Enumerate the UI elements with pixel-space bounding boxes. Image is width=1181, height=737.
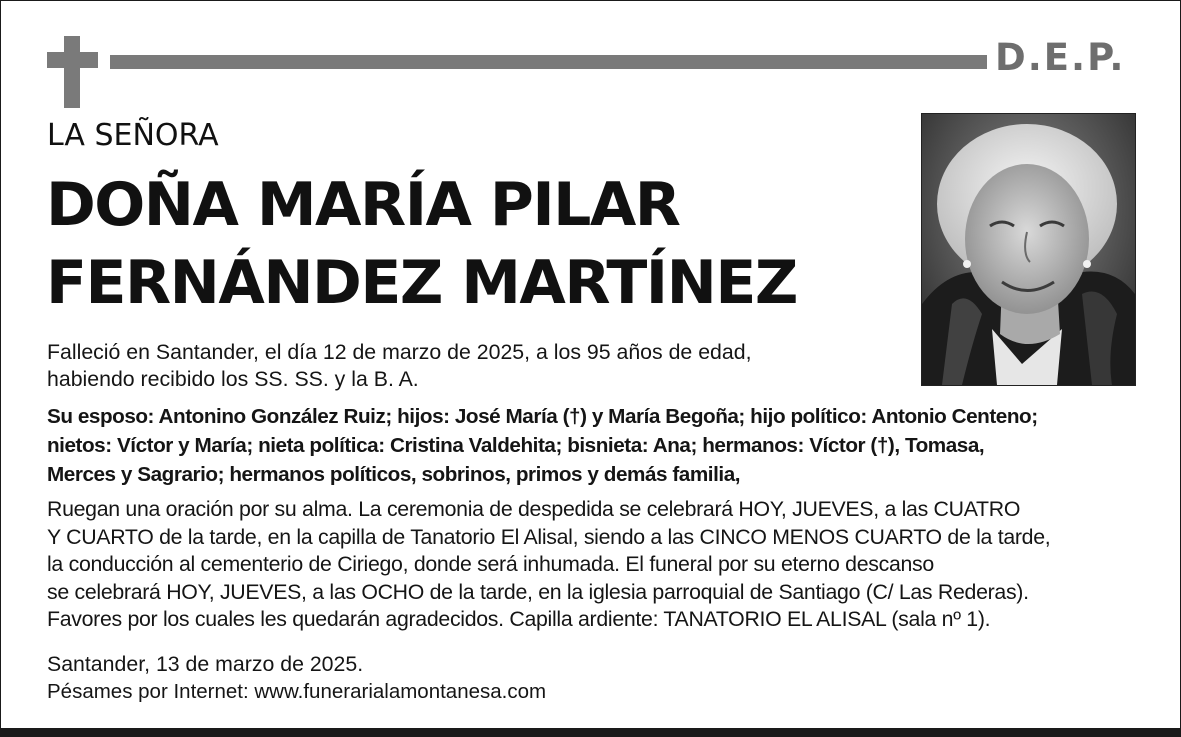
portrait-illustration (922, 114, 1135, 385)
ceremony-line: la conducción al cementerio de Ciriego, donde será inhumada. El funeral por su eterno descanso (47, 552, 934, 576)
condolences-text: Pésames por Internet: www.funerarialamontanesa.com (47, 680, 547, 703)
place-date (47, 651, 363, 678)
header-rule (110, 55, 987, 69)
family-line: Merces y Sagrario; hermanos políticos, sobrinos, primos y demás familia, (47, 463, 741, 486)
ceremony-line: Y CUARTO de la tarde, en la capilla de Tanatorio El Alisal, siendo a las CINCO MENOS CUARTO de la tarde, (47, 524, 1051, 549)
ceremony-line: se celebrará HOY, JUEVES, a las OCHO de la tarde, en la iglesia parroquial de Santiago (C/ Las Rederas). (47, 579, 1029, 604)
place-date-text: Santander, 13 de marzo de 2025. (47, 652, 364, 676)
death-notice-line: Falleció en Santander, el día 12 de marzo de 2025, a los 95 años de edad, (47, 340, 752, 364)
death-notice (47, 339, 751, 393)
bottom-rule (0, 728, 1181, 737)
deceased-name-line-2: FERNÁNDEZ MARTÍNEZ (46, 248, 797, 318)
death-notice-line: habiendo recibido los SS. SS. y la B. A. (47, 367, 419, 391)
ceremony-line: Ruegan una oración por su alma. La ceremonia de despedida se celebrará HOY, JUEVES, a las CUATRO (47, 497, 1021, 521)
condolences-web (47, 678, 546, 705)
latin-cross-icon-arm (47, 52, 98, 68)
ceremony-details (47, 496, 1050, 634)
ceremony-line: Favores por los cuales les quedarán agradecidos. Capilla ardiente: TANATORIO EL ALISAL (sala nº 1). (47, 607, 991, 631)
salutation: LA SEÑORA (47, 118, 219, 153)
latin-cross-icon (64, 36, 80, 108)
deceased-name-line-1: DOÑA MARÍA PILAR (46, 170, 680, 240)
portrait-photo (921, 113, 1136, 386)
family-line: Su esposo: Antonino González Ruiz; hijos: José María (†) y María Begoña; hijo político: Antonio Centeno; (47, 405, 1038, 428)
family-list (47, 402, 1038, 489)
dep-label: D.E.P. (995, 36, 1126, 79)
family-line: nietos: Víctor y María; nieta política: Cristina Valdehita; bisnieta: Ana; hermanos: Víctor (†), Tomasa, (47, 434, 985, 457)
